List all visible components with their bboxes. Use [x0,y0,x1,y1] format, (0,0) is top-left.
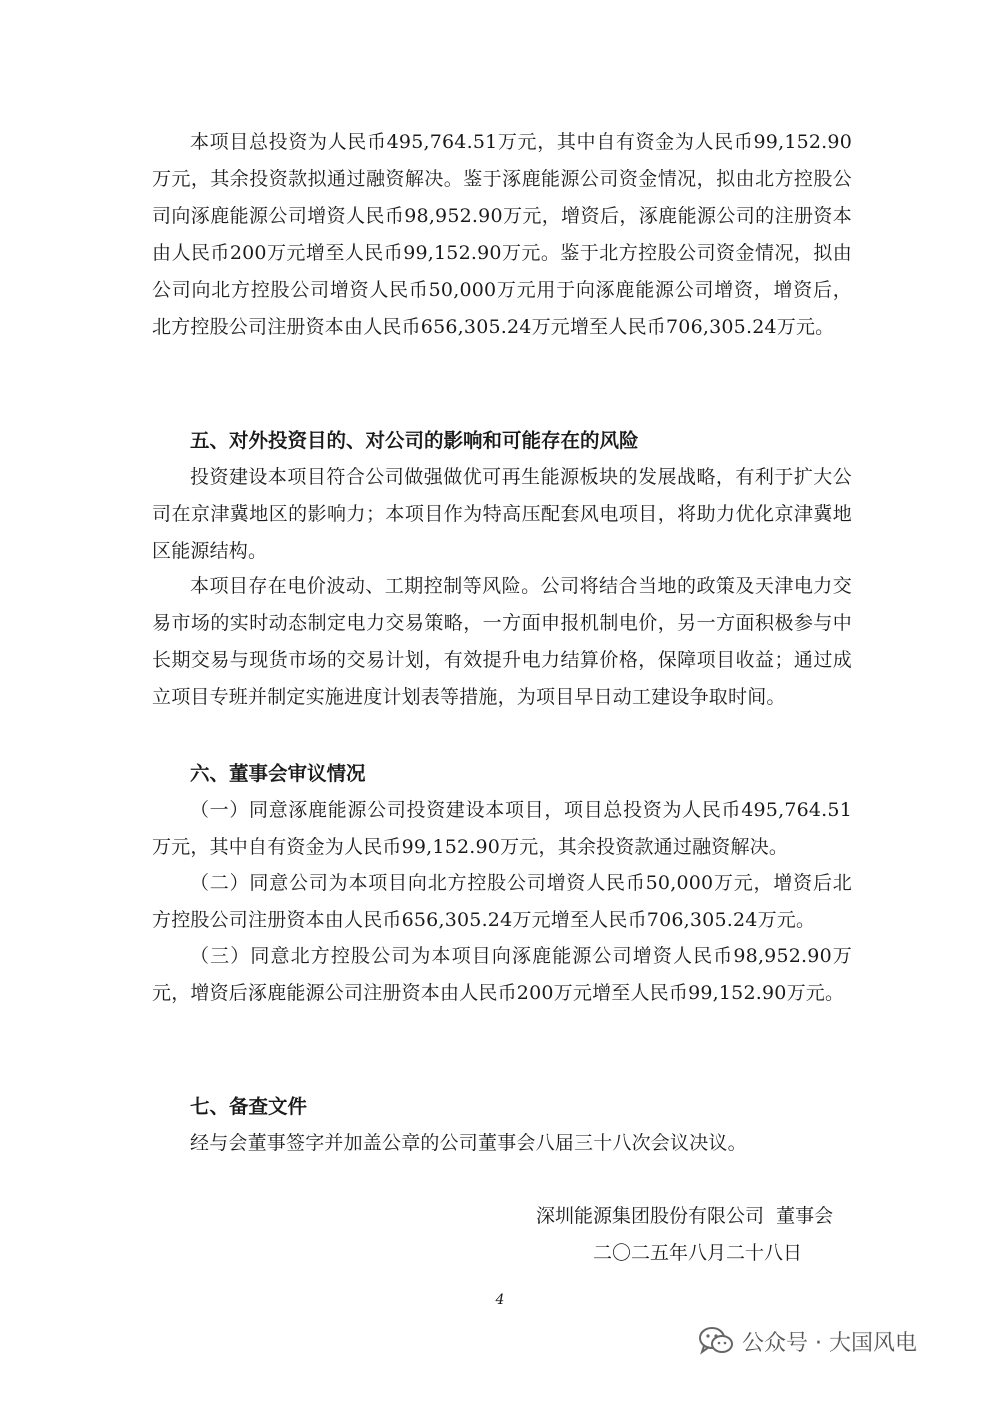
paragraph-investment-risk: 本项目存在电价波动、工期控制等风险。公司将结合当地的政策及天津电力交易市场的实时动态制定电力交易策略，一方面申报机制电价，另一方面积极参与中长期交易与现货市场的交易计划，有效提升电力结算价格，保障项目收益；通过成立项目专班并制定实施进度计划表等措施，为项目早日动工建设争取时间。 [152,575,852,708]
signature-company: 深圳能源集团股份有限公司 董事会 [536,1205,834,1227]
heading-section-7: 七、备查文件 [190,1095,308,1118]
wechat-icon [698,1326,734,1356]
paragraph-resolution-2: （二）同意公司为本项目向北方控股公司增资人民币50,000万元，增资后北方控股公司注册资本由人民币656,305.24万元增至人民币706,305.24万元。 [152,872,852,931]
paragraph-investment-total: 本项目总投资为人民币495,764.51万元，其中自有资金为人民币99,152.90万元，其余投资款拟通过融资解决。鉴于涿鹿能源公司资金情况，拟由北方控股公司向涿鹿能源公司增资人民币98,952.90万元，增资后，涿鹿能源公司的注册资本由人民币200万元增至人民币99,152.90万元。鉴于北方控股公司资金情况，拟由公司向北方控股公司增资人民币50,000万元用于向涿鹿能源公司增资，增资后，北方控股公司注册资本由人民币656,305.24万元增至人民币706,305.24万元。 [152,131,852,338]
watermark-text: 公众号 · 大国风电 [742,1330,917,1356]
page-number: 4 [495,1292,505,1308]
watermark [698,1324,917,1358]
paragraph-investment-purpose: 投资建设本项目符合公司做强做优可再生能源板块的发展战略，有利于扩大公司在京津冀地区的影响力；本项目作为特高压配套风电项目，将助力优化京津冀地区能源结构。 [152,466,852,562]
paragraph-resolution-1: （一）同意涿鹿能源公司投资建设本项目，项目总投资为人民币495,764.51万元，其中自有资金为人民币99,152.90万元，其余投资款通过融资解决。 [152,799,852,858]
signature-date: 二〇二五年八月二十八日 [593,1242,803,1264]
heading-section-6: 六、董事会审议情况 [190,762,366,785]
heading-section-5: 五、对外投资目的、对公司的影响和可能存在的风险 [190,429,639,452]
paragraph-resolution-3: （三）同意北方控股公司为本项目向涿鹿能源公司增资人民币98,952.90万元，增资后涿鹿能源公司注册资本由人民币200万元增至人民币99,152.90万元。 [152,945,852,1004]
paragraph-reference-docs: 经与会董事签字并加盖公章的公司董事会八届三十八次会议决议。 [190,1132,747,1154]
